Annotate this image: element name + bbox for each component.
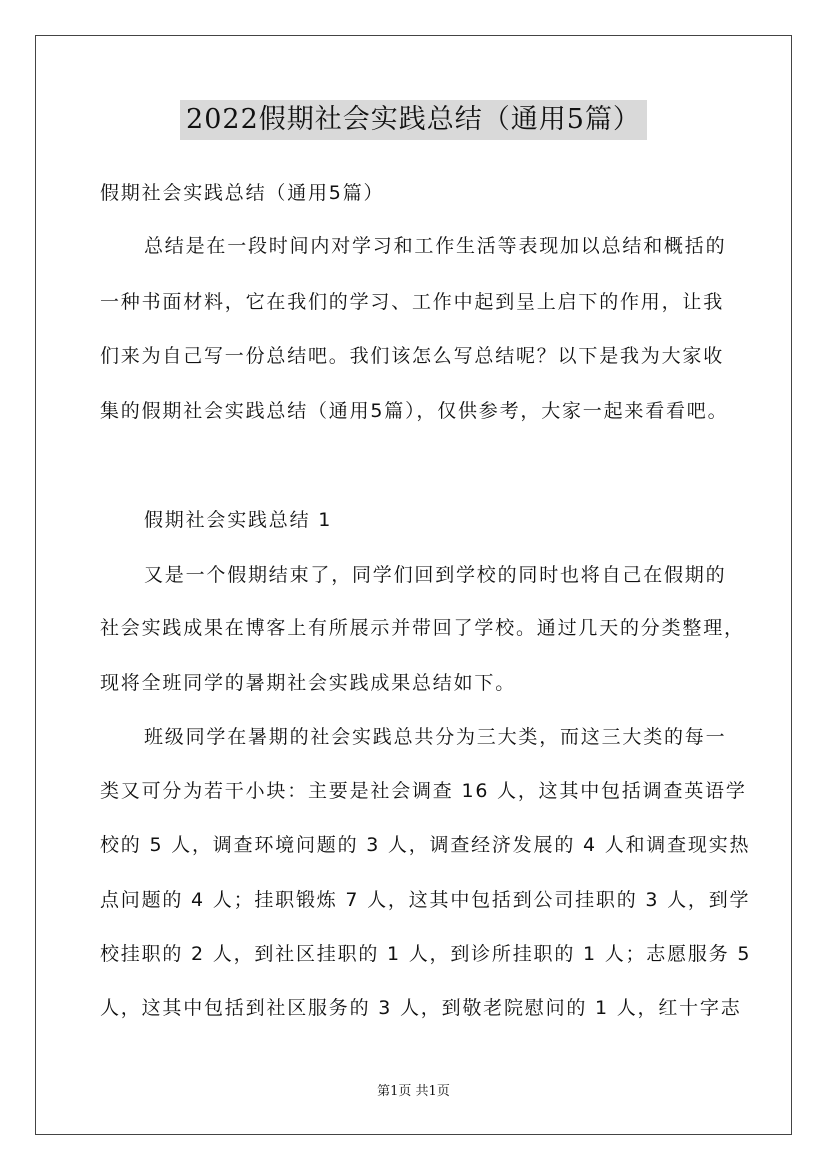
page-footer: 第1页 共1页 [377,1084,450,1099]
paragraph-line: 点问题的 4 人；挂职锻炼 7 人，这其中包括到公司挂职的 3 人，到学 [100,889,751,911]
paragraph-line: 班级同学在暑期的社会实践总共分为三大类，而这三大类的每一 [144,726,727,748]
intro-line: 总结是在一段时间内对学习和工作生活等表现加以总结和概括的 [144,235,727,257]
paragraph-line: 人，这其中包括到社区服务的 3 人，到敬老院慰问的 1 人，红十字志 [100,997,742,1019]
paragraph-line: 又是一个假期结束了，同学们回到学校的同时也将自己在假期的 [144,564,727,586]
paragraph-line: 现将全班同学的暑期社会实践成果总结如下。 [100,672,517,694]
paragraph-line: 校的 5 人，调查环境问题的 3 人，调查经济发展的 4 人和调查现实热 [100,834,751,856]
paragraph-line: 类又可分为若干小块：主要是社会调查 16 人，这其中包括调查英语学 [100,780,747,802]
document-subtitle: 假期社会实践总结（通用5篇） [100,182,385,204]
intro-line: 集的假期社会实践总结（通用5篇），仅供参考，大家一起来看看吧。 [100,400,729,422]
paragraph-line: 校挂职的 2 人，到社区挂职的 1 人，到诊所挂职的 1 人；志愿服务 5 [100,943,752,965]
document-title: 2022假期社会实践总结（通用5篇） [180,100,647,140]
paragraph-line: 社会实践成果在博客上有所展示并带回了学校。通过几天的分类整理， [100,617,745,639]
section-heading: 假期社会实践总结 1 [144,509,333,531]
intro-line: 一种书面材料，它在我们的学习、工作中起到呈上启下的作用，让我 [100,291,725,313]
intro-line: 们来为自己写一份总结吧。我们该怎么写总结呢？以下是我为大家收 [100,345,725,367]
title-container [0,100,827,140]
